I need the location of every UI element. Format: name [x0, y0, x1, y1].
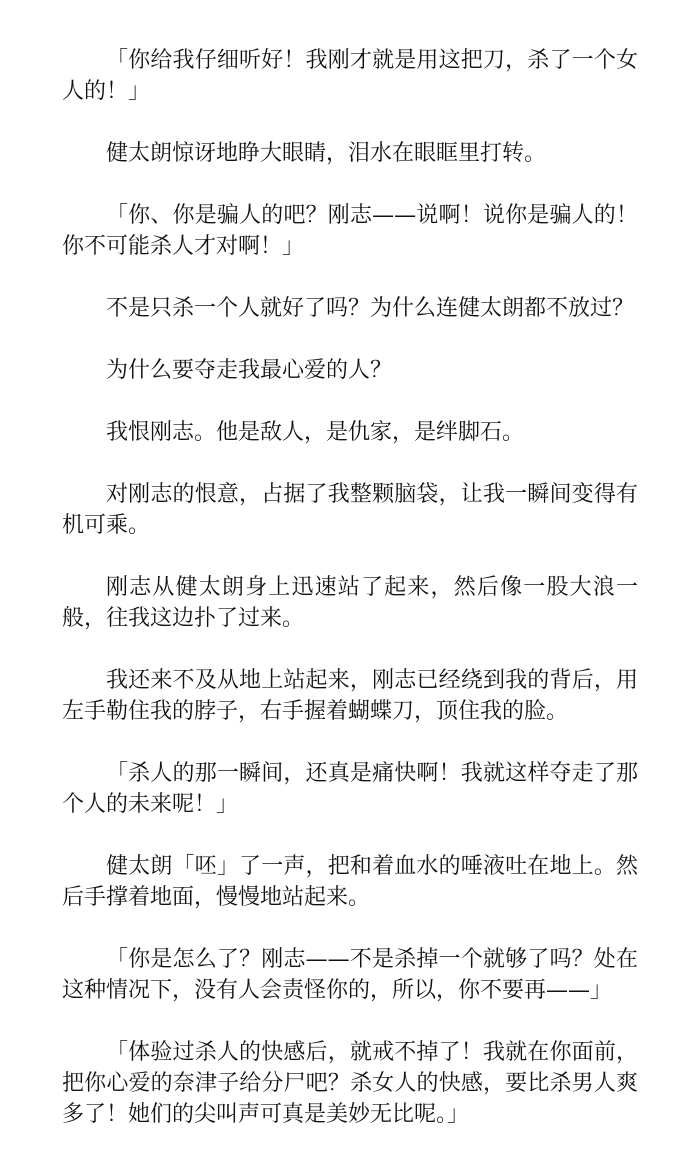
- paragraph: 「你、你是骗人的吧？刚志——说啊！说你是骗人的！你不可能杀人才对啊！」: [62, 203, 638, 259]
- paragraph: 为什么要夺走我最心爱的人？: [106, 358, 393, 383]
- paragraph: 刚志从健太朗身上迅速站了起来，然后像一股大浪一般，往我这边扑了过来。: [62, 575, 638, 631]
- paragraph: 「体验过杀人的快感后，就戒不掉了！我就在你面前，把你心爱的奈津子给分尸吧？杀女人的快感，要比杀男人爽多了！她们的尖叫声可真是美妙无比呢。」: [62, 1040, 638, 1127]
- paragraph: 对刚志的恨意，占据了我整颗脑袋，让我一瞬间变得有机可乘。: [62, 482, 638, 538]
- paragraph: 「你给我仔细听好！我刚才就是用这把刀，杀了一个女人的！」: [62, 48, 638, 104]
- paragraph: 健太朗惊讶地睁大眼睛，泪水在眼眶里打转。: [106, 141, 547, 166]
- paragraph: 我恨刚志。他是敌人，是仇家，是绊脚石。: [106, 420, 525, 445]
- paragraph: 「你是怎么了？刚志——不是杀掉一个就够了吗？处在这种情况下，没有人会责怪你的，所以，你不要再——」: [62, 947, 638, 1003]
- book-page-text: [62, 45, 638, 1161]
- paragraph: 我还来不及从地上站起来，刚志已经绕到我的背后，用左手勒住我的脖子，右手握着蝴蝶刀，顶住我的脸。: [62, 668, 638, 724]
- paragraph: 不是只杀一个人就好了吗？为什么连健太朗都不放过？: [106, 296, 635, 321]
- paragraph: 健太朗「呸」了一声，把和着血水的唾液吐在地上。然后手撑着地面，慢慢地站起来。: [62, 854, 638, 910]
- paragraph: 「杀人的那一瞬间，还真是痛快啊！我就这样夺走了那个人的未来呢！」: [62, 761, 638, 817]
